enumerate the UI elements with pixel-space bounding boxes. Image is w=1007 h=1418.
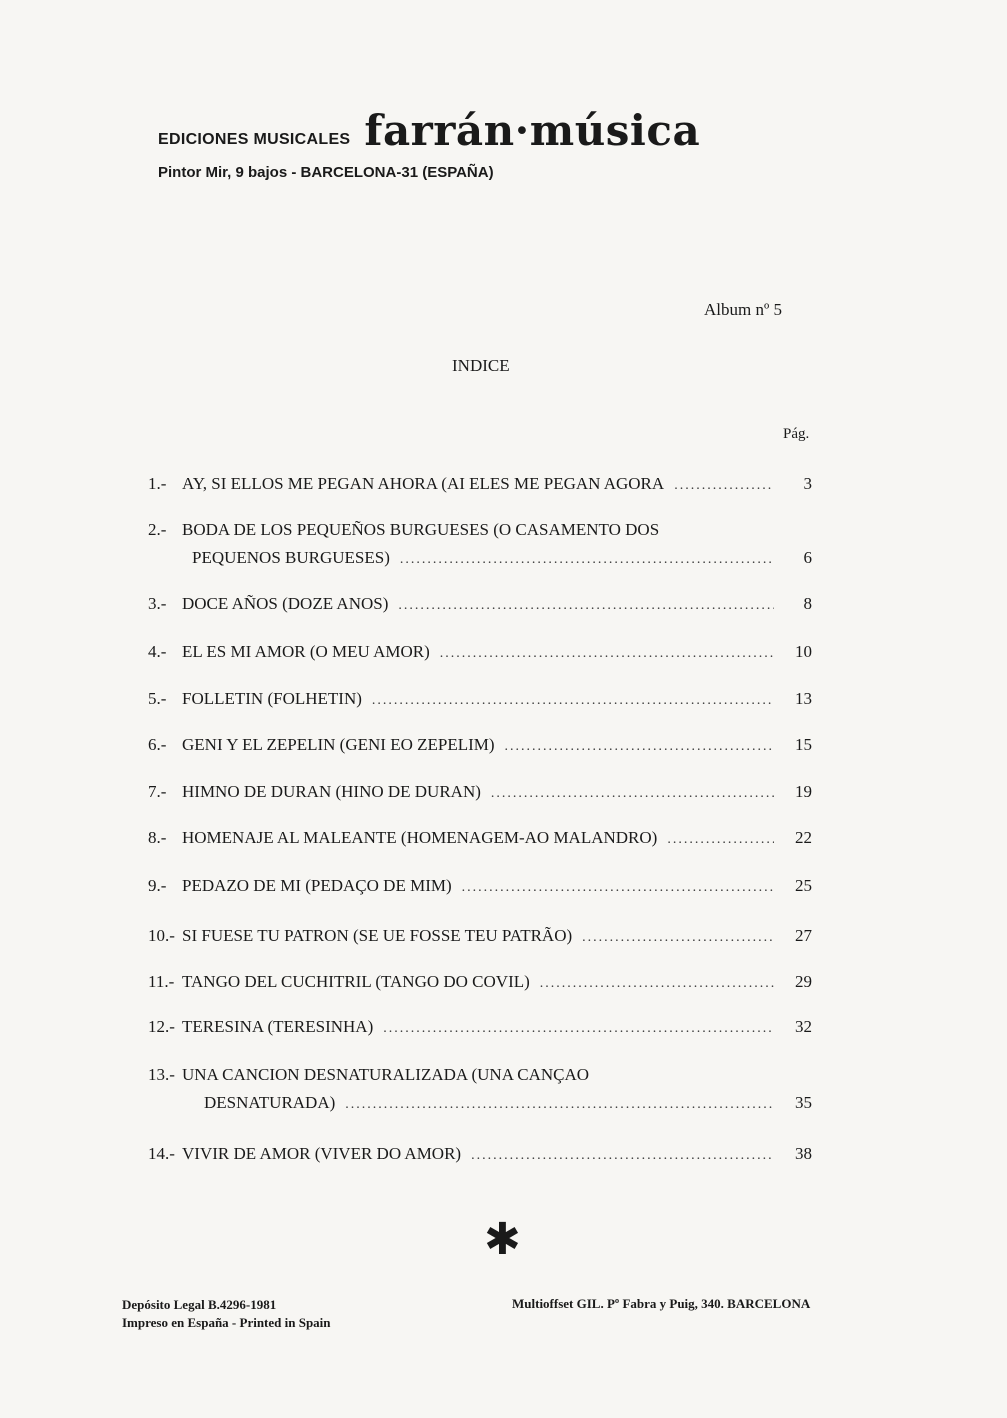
toc-title: BODA DE LOS PEQUEÑOS BURGUESES (O CASAMENTO DOS (182, 520, 660, 539)
toc-page: 35 (795, 1093, 812, 1112)
footer-legal (122, 1296, 331, 1332)
dot-leader (667, 826, 774, 854)
toc-page: 13 (795, 689, 812, 708)
toc-number: 11.- (148, 972, 175, 991)
toc-entry (148, 731, 812, 761)
toc-entry (148, 778, 812, 808)
toc-number: 14.- (148, 1144, 175, 1163)
printed-in: Impreso en España - Printed in Spain (122, 1315, 331, 1330)
toc-entry (148, 470, 812, 500)
toc-number: 5.- (148, 689, 167, 708)
dot-leader (398, 592, 774, 620)
toc-page: 29 (795, 972, 812, 991)
toc-page: 15 (795, 735, 812, 754)
page-column-label: Pág. (783, 426, 810, 442)
dot-leader (383, 1015, 774, 1043)
toc-number: 4.- (148, 642, 167, 661)
toc-number: 1.- (148, 474, 167, 493)
toc-page: 19 (795, 782, 812, 801)
toc-title: GENI Y EL ZEPELIN (GENI EO ZEPELIM) (182, 735, 495, 754)
toc-page: 32 (795, 1017, 812, 1036)
toc-entry (148, 872, 812, 902)
toc-title: AY, SI ELLOS ME PEGAN AHORA (AI ELES ME PEGAN AGORA (182, 474, 665, 493)
album-number: Album nº 5 (704, 300, 782, 319)
dot-leader (540, 970, 774, 998)
dot-leader (400, 546, 774, 574)
asterisk-ornament-icon: ✱ (484, 1214, 521, 1265)
toc-number: 13.- (148, 1065, 175, 1084)
toc-number: 9.- (148, 876, 167, 895)
toc-title: TANGO DEL CUCHITRIL (TANGO DO COVIL) (182, 972, 530, 991)
toc-title: EL ES MI AMOR (O MEU AMOR) (182, 642, 430, 661)
toc-entry (148, 1013, 812, 1043)
toc-page: 3 (803, 474, 812, 493)
toc-entry (148, 1061, 812, 1119)
dot-leader (372, 687, 774, 715)
toc-entry (148, 590, 812, 620)
toc-number: 12.- (148, 1017, 175, 1036)
toc-title: UNA CANCION DESNATURALIZADA (UNA CANÇAO (182, 1065, 590, 1084)
toc-title-continued: PEQUENOS BURGUESES) (192, 548, 390, 567)
dot-leader (491, 780, 774, 808)
toc-number: 8.- (148, 828, 167, 847)
legal-deposit: Depósito Legal B.4296-1981 (122, 1297, 277, 1312)
dot-leader (505, 733, 774, 761)
dot-leader (674, 472, 774, 500)
publisher-header (158, 106, 701, 155)
toc-title: DOCE AÑOS (DOZE ANOS) (182, 594, 389, 613)
toc-page: 8 (803, 594, 812, 613)
toc-entry (148, 968, 812, 998)
toc-number: 7.- (148, 782, 167, 801)
toc-title: TERESINA (TERESINHA) (182, 1017, 374, 1036)
toc-number: 6.- (148, 735, 167, 754)
toc-entry (148, 922, 812, 952)
toc-entry (148, 1140, 812, 1170)
toc-page: 25 (795, 876, 812, 895)
toc-entry (148, 516, 812, 574)
toc-page: 27 (795, 926, 812, 945)
toc-entry (148, 638, 812, 668)
toc-number: 3.- (148, 594, 167, 613)
toc-title: SI FUESE TU PATRON (SE UE FOSSE TEU PATRÃO) (182, 926, 573, 945)
toc-page: 6 (803, 548, 812, 567)
toc-title: FOLLETIN (FOLHETIN) (182, 689, 362, 708)
publisher-logo: farrán·música (364, 106, 701, 155)
toc-page: 38 (795, 1144, 812, 1163)
dot-leader (462, 874, 774, 902)
dot-leader (345, 1091, 774, 1119)
publisher-address: Pintor Mir, 9 bajos - BARCELONA-31 (ESPAÑA) (158, 164, 494, 181)
toc-title-continued: DESNATURADA) (204, 1093, 336, 1112)
toc-title: VIVIR DE AMOR (VIVER DO AMOR) (182, 1144, 462, 1163)
printer-credit: Multioffset GIL. Pº Fabra y Puig, 340. BARCELONA (512, 1296, 811, 1311)
dot-leader (471, 1142, 774, 1170)
toc-title: HOMENAJE AL MALEANTE (HOMENAGEM-AO MALANDRO) (182, 828, 658, 847)
dot-leader (440, 640, 774, 668)
index-title: INDICE (452, 356, 510, 375)
toc-page: 10 (795, 642, 812, 661)
toc-title: PEDAZO DE MI (PEDAÇO DE MIM) (182, 876, 452, 895)
toc-entry (148, 685, 812, 715)
toc-number: 10.- (148, 926, 175, 945)
toc-number: 2.- (148, 520, 167, 539)
toc-title: HIMNO DE DURAN (HINO DE DURAN) (182, 782, 481, 801)
dot-leader (582, 924, 774, 952)
publisher-series: EDICIONES MUSICALES (158, 131, 351, 148)
toc-page: 22 (795, 828, 812, 847)
toc-entry (148, 824, 812, 854)
